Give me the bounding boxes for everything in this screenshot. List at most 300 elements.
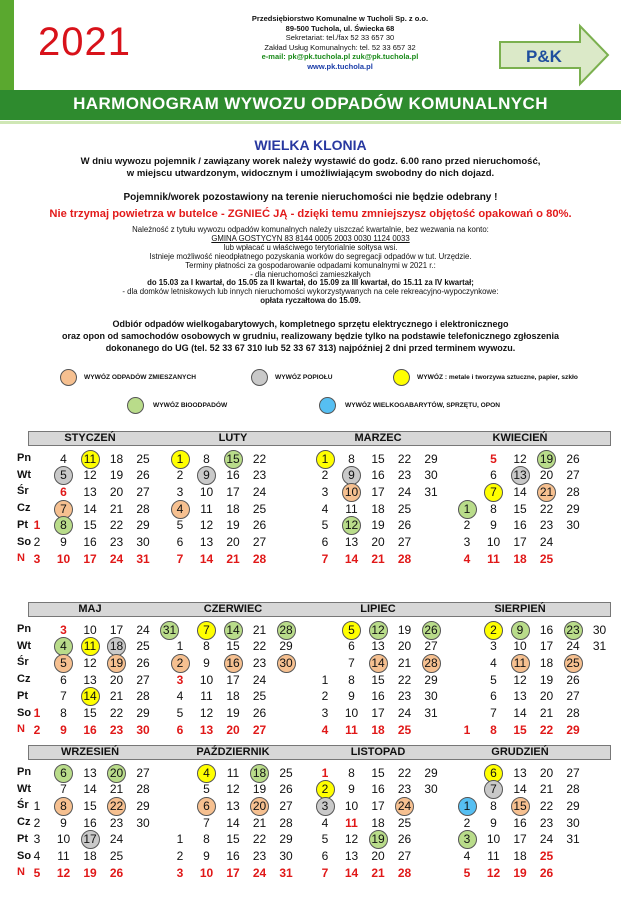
calendar-day[interactable]: 2 (33, 722, 41, 737)
calendar-day[interactable]: 15 (371, 451, 385, 466)
calendar-day[interactable]: 7 (490, 706, 497, 720)
calendar-day[interactable]: 24 (397, 706, 412, 720)
calendar-day[interactable]: 24 (539, 832, 554, 847)
calendar-day[interactable]: 24 (397, 484, 412, 499)
calendar-day[interactable]: 2 (490, 622, 497, 637)
calendar-day[interactable]: 15 (226, 832, 240, 847)
calendar-day[interactable]: 23 (397, 468, 412, 483)
calendar-day[interactable]: 4 (176, 501, 184, 516)
calendar-day[interactable]: 26 (397, 518, 412, 533)
calendar-day[interactable]: 23 (539, 815, 554, 830)
calendar-day[interactable]: 1 (321, 765, 329, 780)
calendar-day[interactable]: 18 (371, 815, 385, 830)
calendar-day[interactable]: 29 (279, 832, 293, 847)
calendar-day[interactable]: 19 (539, 451, 554, 466)
calendar-day[interactable]: 24 (252, 865, 267, 880)
calendar-day[interactable]: 30 (424, 689, 438, 704)
calendar-day[interactable]: 16 (513, 815, 527, 830)
calendar-day[interactable]: 31 (566, 832, 580, 847)
calendar-day[interactable]: 10 (344, 798, 359, 813)
calendar-day[interactable]: 7 (203, 622, 210, 637)
calendar-day[interactable]: 26 (279, 782, 293, 797)
calendar-day[interactable]: 14 (226, 622, 240, 637)
calendar-day[interactable]: 27 (397, 849, 412, 863)
calendar-day[interactable]: 12 (371, 622, 385, 637)
calendar-day[interactable]: 29 (136, 706, 150, 720)
calendar-day[interactable]: 5 (348, 622, 355, 637)
calendar-day[interactable]: 26 (566, 451, 580, 466)
calendar-day[interactable]: 6 (321, 849, 329, 863)
calendar-day[interactable]: 1 (176, 451, 184, 466)
calendar-day[interactable]: 10 (199, 865, 214, 880)
calendar-day[interactable]: 22 (109, 798, 124, 813)
calendar-day[interactable]: 30 (566, 815, 580, 830)
calendar-day[interactable]: 19 (226, 518, 240, 533)
calendar-day[interactable]: 21 (539, 484, 554, 499)
calendar-day[interactable]: 14 (199, 551, 214, 566)
calendar-day[interactable]: 6 (60, 672, 67, 687)
calendar-day[interactable]: 28 (136, 782, 150, 797)
calendar-day[interactable]: 13 (83, 672, 97, 687)
calendar-day[interactable]: 9 (348, 468, 355, 483)
calendar-day[interactable]: 17 (539, 639, 554, 654)
calendar-day[interactable]: 9 (203, 468, 210, 483)
calendar-day[interactable]: 27 (252, 535, 267, 549)
calendar-day[interactable]: 12 (56, 865, 71, 880)
calendar-day[interactable]: 2 (321, 782, 329, 797)
calendar-day[interactable]: 22 (397, 672, 412, 687)
company-email[interactable]: e-mail: pk@pk.tuchola.pl zuk@pk.tuchola.pl (261, 52, 419, 62)
calendar-day[interactable]: 3 (321, 798, 329, 813)
calendar-day[interactable]: 1 (176, 832, 184, 847)
calendar-day[interactable]: 26 (252, 706, 267, 720)
calendar-day[interactable]: 7 (321, 865, 329, 880)
calendar-day[interactable]: 18 (109, 639, 124, 654)
calendar-day[interactable]: 14 (344, 865, 359, 880)
calendar-day[interactable]: 18 (513, 551, 527, 566)
calendar-day[interactable]: 3 (33, 551, 41, 566)
calendar-day[interactable]: 3 (33, 832, 41, 847)
calendar-day[interactable]: 9 (516, 622, 524, 637)
calendar-day[interactable]: 14 (83, 501, 97, 516)
calendar-day[interactable]: 10 (486, 535, 501, 549)
calendar-day[interactable]: 4 (60, 451, 67, 466)
calendar-day[interactable]: 23 (566, 622, 580, 637)
calendar-day[interactable]: 19 (513, 865, 527, 880)
calendar-day[interactable]: 28 (566, 484, 580, 499)
calendar-day[interactable]: 23 (109, 815, 124, 830)
calendar-day[interactable]: 2 (33, 815, 41, 830)
calendar-day[interactable]: 27 (252, 722, 267, 737)
calendar-day[interactable]: 2 (33, 535, 41, 549)
calendar-day[interactable]: 12 (83, 655, 97, 670)
calendar-day[interactable]: 6 (490, 689, 497, 704)
calendar-day[interactable]: 16 (539, 622, 554, 637)
calendar-day[interactable]: 5 (176, 518, 184, 533)
calendar-day[interactable]: 3 (176, 484, 184, 499)
calendar-day[interactable]: 18 (226, 501, 240, 516)
calendar-day[interactable]: 18 (252, 765, 267, 780)
calendar-day[interactable]: 23 (397, 782, 412, 797)
calendar-day[interactable]: 6 (176, 722, 184, 737)
calendar-day[interactable]: 31 (279, 865, 293, 880)
calendar-day[interactable]: 18 (513, 849, 527, 863)
calendar-day[interactable]: 23 (252, 468, 267, 483)
calendar-day[interactable]: 28 (566, 782, 580, 797)
calendar-day[interactable]: 25 (136, 451, 150, 466)
calendar-day[interactable]: 20 (371, 535, 385, 549)
calendar-day[interactable]: 21 (397, 655, 412, 670)
calendar-day[interactable]: 19 (371, 518, 385, 533)
calendar-day[interactable]: 3 (490, 639, 497, 654)
calendar-day[interactable]: 26 (424, 622, 438, 637)
calendar-day[interactable]: 22 (397, 765, 412, 780)
calendar-day[interactable]: 19 (397, 622, 412, 637)
calendar-day[interactable]: 8 (203, 832, 210, 847)
calendar-day[interactable]: 8 (490, 798, 497, 813)
calendar-day[interactable]: 26 (252, 518, 267, 533)
calendar-day[interactable]: 27 (566, 689, 580, 704)
calendar-day[interactable]: 21 (109, 689, 124, 704)
calendar-day[interactable]: 8 (203, 639, 210, 654)
calendar-day[interactable]: 25 (539, 551, 554, 566)
calendar-day[interactable]: 14 (513, 484, 527, 499)
calendar-day[interactable]: 17 (371, 706, 385, 720)
calendar-day[interactable]: 6 (321, 535, 329, 549)
calendar-day[interactable]: 5 (463, 865, 471, 880)
calendar-day[interactable]: 28 (566, 706, 580, 720)
calendar-day[interactable]: 6 (60, 484, 67, 499)
calendar-day[interactable]: 13 (83, 484, 97, 499)
calendar-day[interactable]: 4 (490, 655, 497, 670)
calendar-day[interactable]: 4 (463, 849, 471, 863)
calendar-day[interactable]: 3 (463, 832, 471, 847)
calendar-day[interactable]: 10 (344, 706, 359, 720)
calendar-day[interactable]: 28 (279, 622, 293, 637)
calendar-day[interactable]: 30 (279, 849, 293, 863)
calendar-day[interactable]: 11 (487, 849, 500, 863)
calendar-day[interactable]: 11 (83, 451, 97, 466)
calendar-day[interactable]: 9 (490, 815, 497, 830)
calendar-day[interactable]: 9 (348, 782, 355, 797)
calendar-day[interactable]: 25 (397, 722, 412, 737)
calendar-day[interactable]: 20 (226, 535, 240, 549)
calendar-day[interactable]: 27 (424, 639, 438, 654)
calendar-day[interactable]: 11 (345, 815, 358, 830)
calendar-day[interactable]: 27 (136, 484, 150, 499)
calendar-day[interactable]: 17 (83, 551, 97, 566)
calendar-day[interactable]: 2 (463, 815, 471, 830)
calendar-day[interactable]: 23 (252, 655, 267, 670)
calendar-day[interactable]: 19 (109, 655, 124, 670)
calendar-day[interactable]: 1 (33, 518, 41, 533)
calendar-day[interactable]: 14 (83, 782, 97, 797)
calendar-day[interactable]: 31 (162, 622, 177, 637)
calendar-day[interactable]: 19 (252, 782, 267, 797)
calendar-day[interactable]: 10 (83, 622, 97, 637)
calendar-day[interactable]: 15 (513, 501, 527, 516)
calendar-day[interactable]: 23 (109, 535, 124, 549)
calendar-day[interactable]: 25 (539, 849, 554, 863)
calendar-day[interactable]: 17 (513, 535, 527, 549)
calendar-day[interactable]: 20 (371, 849, 385, 863)
calendar-day[interactable]: 29 (424, 451, 438, 466)
calendar-day[interactable]: 5 (203, 782, 210, 797)
calendar-day[interactable]: 13 (513, 468, 527, 483)
calendar-day[interactable]: 16 (226, 468, 240, 483)
calendar-day[interactable]: 19 (371, 832, 385, 847)
calendar-day[interactable]: 14 (371, 655, 385, 670)
calendar-day[interactable]: 6 (60, 765, 67, 780)
calendar-day[interactable]: 4 (463, 551, 471, 566)
calendar-day[interactable]: 24 (136, 622, 150, 637)
calendar-day[interactable]: 26 (136, 655, 150, 670)
calendar-day[interactable]: 26 (109, 865, 124, 880)
calendar-day[interactable]: 28 (397, 551, 412, 566)
calendar-day[interactable]: 14 (513, 782, 527, 797)
calendar-day[interactable]: 11 (345, 501, 358, 516)
calendar-day[interactable]: 29 (136, 518, 150, 533)
calendar-day[interactable]: 16 (83, 535, 97, 549)
calendar-day[interactable]: 14 (83, 689, 97, 704)
calendar-day[interactable]: 18 (371, 501, 385, 516)
calendar-day[interactable]: 13 (199, 722, 214, 737)
calendar-day[interactable]: 2 (321, 468, 329, 483)
calendar-day[interactable]: 7 (60, 501, 67, 516)
calendar-day[interactable]: 20 (539, 765, 554, 780)
calendar-day[interactable]: 22 (539, 722, 554, 737)
calendar-day[interactable]: 22 (252, 451, 267, 466)
calendar-day[interactable]: 17 (226, 484, 240, 499)
calendar-day[interactable]: 16 (83, 722, 97, 737)
calendar-day[interactable]: 5 (490, 672, 497, 687)
calendar-day[interactable]: 17 (226, 865, 240, 880)
calendar-day[interactable]: 17 (109, 622, 124, 637)
calendar-day[interactable]: 4 (321, 722, 329, 737)
calendar-day[interactable]: 6 (176, 535, 184, 549)
calendar-day[interactable]: 9 (490, 518, 497, 533)
calendar-day[interactable]: 16 (226, 849, 240, 863)
calendar-day[interactable]: 1 (33, 706, 41, 720)
calendar-day[interactable]: 15 (83, 706, 97, 720)
calendar-day[interactable]: 6 (203, 798, 210, 813)
calendar-day[interactable]: 12 (486, 865, 501, 880)
calendar-day[interactable]: 21 (226, 551, 240, 566)
calendar-day[interactable]: 1 (463, 722, 471, 737)
calendar-day[interactable]: 24 (252, 672, 267, 687)
calendar-day[interactable]: 18 (371, 722, 385, 737)
calendar-day[interactable]: 12 (513, 672, 527, 687)
calendar-day[interactable]: 24 (109, 551, 124, 566)
calendar-day[interactable]: 23 (397, 689, 412, 704)
calendar-day[interactable]: 26 (539, 865, 554, 880)
calendar-day[interactable]: 11 (226, 765, 240, 780)
calendar-day[interactable]: 21 (252, 622, 267, 637)
calendar-day[interactable]: 17 (371, 798, 385, 813)
calendar-day[interactable]: 1 (321, 672, 329, 687)
calendar-day[interactable]: 30 (424, 782, 438, 797)
calendar-day[interactable]: 8 (60, 518, 67, 533)
calendar-day[interactable]: 8 (348, 765, 355, 780)
calendar-day[interactable]: 9 (60, 535, 67, 549)
calendar-day[interactable]: 8 (490, 722, 497, 737)
calendar-day[interactable]: 6 (348, 639, 355, 654)
calendar-day[interactable]: 3 (321, 484, 329, 499)
calendar-day[interactable]: 17 (83, 832, 97, 847)
calendar-day[interactable]: 29 (136, 798, 150, 813)
calendar-day[interactable]: 16 (371, 689, 385, 704)
calendar-day[interactable]: 23 (109, 722, 124, 737)
calendar-day[interactable]: 18 (109, 451, 124, 466)
calendar-day[interactable]: 11 (200, 501, 213, 516)
company-website[interactable]: www.pk.tuchola.pl (307, 61, 373, 71)
calendar-day[interactable]: 21 (539, 706, 554, 720)
calendar-day[interactable]: 7 (490, 484, 497, 499)
calendar-day[interactable]: 3 (176, 672, 184, 687)
calendar-day[interactable]: 14 (513, 706, 527, 720)
calendar-day[interactable]: 30 (136, 535, 150, 549)
calendar-day[interactable]: 28 (424, 655, 438, 670)
calendar-day[interactable]: 21 (109, 782, 124, 797)
calendar-day[interactable]: 9 (348, 689, 355, 704)
calendar-day[interactable]: 13 (513, 765, 527, 780)
calendar-day[interactable]: 18 (539, 655, 554, 670)
calendar-day[interactable]: 29 (566, 722, 580, 737)
calendar-day[interactable]: 20 (539, 468, 554, 483)
calendar-day[interactable]: 7 (490, 782, 497, 797)
calendar-day[interactable]: 20 (109, 672, 124, 687)
calendar-day[interactable]: 16 (513, 518, 527, 533)
calendar-day[interactable]: 14 (344, 551, 359, 566)
calendar-day[interactable]: 22 (109, 518, 124, 533)
calendar-day[interactable]: 1 (321, 451, 329, 466)
calendar-day[interactable]: 3 (60, 622, 67, 637)
calendar-day[interactable]: 4 (33, 849, 41, 863)
calendar-day[interactable]: 16 (226, 655, 240, 670)
calendar-day[interactable]: 10 (344, 484, 359, 499)
calendar-day[interactable]: 8 (203, 451, 210, 466)
calendar-day[interactable]: 21 (371, 865, 385, 880)
calendar-day[interactable]: 12 (344, 518, 359, 533)
calendar-day[interactable]: 10 (513, 639, 527, 654)
calendar-day[interactable]: 30 (592, 622, 607, 637)
calendar-day[interactable]: 21 (371, 551, 385, 566)
calendar-day[interactable]: 10 (199, 672, 214, 687)
calendar-day[interactable]: 30 (279, 655, 293, 670)
calendar-day[interactable]: 15 (513, 722, 527, 737)
calendar-day[interactable]: 18 (226, 689, 240, 704)
calendar-day[interactable]: 25 (252, 501, 267, 516)
calendar-day[interactable]: 22 (109, 706, 124, 720)
calendar-day[interactable]: 21 (109, 501, 124, 516)
calendar-day[interactable]: 15 (371, 765, 385, 780)
calendar-day[interactable]: 8 (348, 672, 355, 687)
calendar-day[interactable]: 15 (83, 518, 97, 533)
calendar-day[interactable]: 27 (566, 468, 580, 483)
calendar-day[interactable]: 19 (109, 468, 124, 483)
calendar-day[interactable]: 20 (109, 484, 124, 499)
calendar-day[interactable]: 29 (279, 639, 293, 654)
calendar-day[interactable]: 9 (60, 815, 67, 830)
calendar-day[interactable]: 4 (176, 689, 184, 704)
calendar-day[interactable]: 20 (252, 798, 267, 813)
calendar-day[interactable]: 4 (321, 501, 329, 516)
calendar-day[interactable]: 5 (176, 706, 184, 720)
calendar-day[interactable]: 2 (321, 689, 329, 704)
calendar-day[interactable]: 20 (109, 765, 124, 780)
calendar-day[interactable]: 25 (252, 689, 267, 704)
calendar-day[interactable]: 17 (226, 672, 240, 687)
calendar-day[interactable]: 4 (321, 815, 329, 830)
calendar-day[interactable]: 15 (513, 798, 527, 813)
calendar-day[interactable]: 22 (252, 639, 267, 654)
calendar-day[interactable]: 12 (344, 832, 359, 847)
calendar-day[interactable]: 30 (566, 518, 580, 533)
calendar-day[interactable]: 28 (279, 815, 293, 830)
calendar-day[interactable]: 31 (592, 639, 607, 654)
calendar-day[interactable]: 30 (424, 468, 438, 483)
calendar-day[interactable]: 1 (463, 501, 471, 516)
calendar-day[interactable]: 22 (539, 501, 554, 516)
calendar-day[interactable]: 13 (83, 765, 97, 780)
calendar-day[interactable]: 30 (136, 722, 150, 737)
calendar-day[interactable]: 7 (60, 782, 67, 797)
calendar-day[interactable]: 2 (176, 468, 184, 483)
calendar-day[interactable]: 6 (490, 765, 497, 780)
calendar-day[interactable]: 1 (33, 798, 41, 813)
calendar-day[interactable]: 5 (60, 655, 67, 670)
calendar-day[interactable]: 8 (348, 451, 355, 466)
calendar-day[interactable]: 15 (226, 451, 240, 466)
calendar-day[interactable]: 29 (566, 501, 580, 516)
calendar-day[interactable]: 5 (321, 832, 329, 847)
calendar-day[interactable]: 10 (486, 832, 501, 847)
calendar-day[interactable]: 9 (203, 655, 210, 670)
calendar-day[interactable]: 7 (60, 689, 67, 704)
calendar-day[interactable]: 27 (566, 765, 580, 780)
calendar-day[interactable]: 23 (539, 518, 554, 533)
calendar-day[interactable]: 19 (226, 706, 240, 720)
calendar-day[interactable]: 17 (513, 832, 527, 847)
calendar-day[interactable]: 12 (226, 782, 240, 797)
calendar-day[interactable]: 5 (33, 865, 41, 880)
calendar-day[interactable]: 7 (176, 551, 184, 566)
calendar-day[interactable]: 9 (203, 849, 210, 863)
calendar-day[interactable]: 10 (199, 484, 214, 499)
calendar-day[interactable]: 17 (371, 484, 385, 499)
calendar-day[interactable]: 25 (566, 655, 580, 670)
calendar-day[interactable]: 19 (83, 865, 97, 880)
calendar-day[interactable]: 7 (348, 655, 355, 670)
calendar-day[interactable]: 31 (424, 706, 438, 720)
calendar-day[interactable]: 4 (203, 765, 210, 780)
calendar-day[interactable]: 31 (424, 484, 438, 499)
calendar-day[interactable]: 23 (252, 849, 267, 863)
calendar-day[interactable]: 2 (176, 849, 184, 863)
calendar-day[interactable]: 28 (397, 865, 412, 880)
calendar-day[interactable]: 10 (56, 832, 71, 847)
calendar-day[interactable]: 12 (513, 451, 527, 466)
calendar-day[interactable]: 25 (279, 765, 293, 780)
calendar-day[interactable]: 8 (60, 798, 67, 813)
calendar-day[interactable]: 15 (83, 798, 97, 813)
calendar-day[interactable]: 15 (226, 639, 240, 654)
calendar-day[interactable]: 31 (136, 551, 150, 566)
calendar-day[interactable]: 24 (109, 832, 124, 847)
calendar-day[interactable]: 29 (424, 765, 438, 780)
calendar-day[interactable]: 27 (136, 672, 150, 687)
calendar-day[interactable]: 3 (463, 535, 471, 549)
